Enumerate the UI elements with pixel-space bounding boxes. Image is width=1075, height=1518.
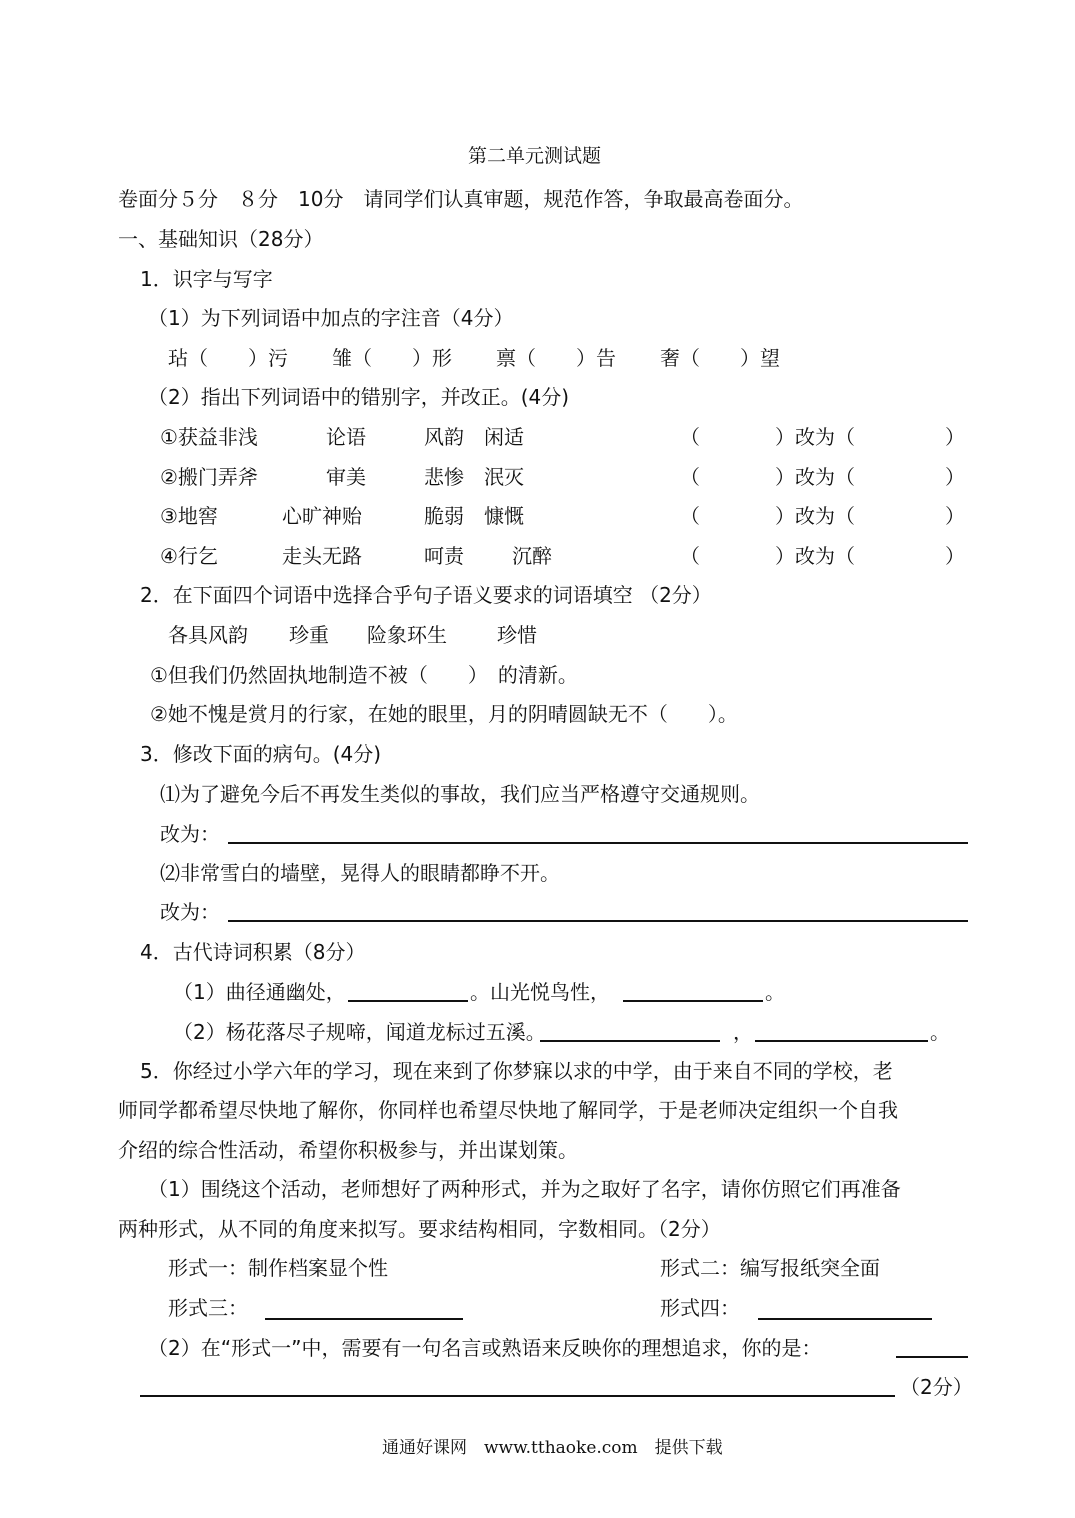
- change-to-label: ）改为（: [775, 544, 855, 568]
- paren-open: （: [680, 544, 700, 568]
- footer-text: 通通好课网 www.tthaoke.com 提供下载: [382, 1438, 723, 1458]
- answer-line[interactable]: [758, 1318, 932, 1320]
- form-label: 形式四：: [660, 1296, 740, 1320]
- q3-heading: 3．修改下面的病句。(4分): [140, 742, 382, 766]
- typo-word: 风韵: [424, 425, 464, 449]
- q5-text: 师同学都希望尽快地了解你，你同样也希望尽快地了解同学，于是老师决定组织一个自我: [118, 1098, 898, 1122]
- answer-line[interactable]: [265, 1318, 463, 1320]
- change-label: 改为：: [160, 822, 220, 846]
- change-to-label: ）改为（: [775, 465, 855, 489]
- q2-sentence: ②她不愧是赏月的行家，在她的眼里，月的阴晴圆缺无不（ ）。: [150, 702, 738, 726]
- pinyin-item: 禀（ ）告: [496, 346, 616, 370]
- q4-heading: 4．古代诗词积累（8分）: [140, 940, 366, 964]
- intro-text: 卷面分５分 ８分 10分 请同学们认真审题，规范作答，争取最高卷面分。: [118, 187, 804, 211]
- poem-line: （2）杨花落尽子规啼，闻道龙标过五溪。: [173, 1020, 546, 1044]
- word-choice: 珍重: [289, 623, 329, 647]
- q5-text: 介绍的综合性活动，希望你积极参与，并出谋划策。: [118, 1138, 578, 1162]
- change-to-label: ）改为（: [775, 425, 855, 449]
- word-choice: 各具风韵: [168, 623, 248, 647]
- form-label: 形式三：: [168, 1296, 248, 1320]
- score-label: （2分）: [900, 1375, 973, 1399]
- q5-part1-text: （1）围绕这个活动，老师想好了两种形式，并为之取好了名字，请你仿照它们再准备: [148, 1177, 901, 1201]
- typo-word: 脆弱: [424, 504, 464, 528]
- typo-word: ②搬门弄斧: [160, 465, 258, 489]
- typo-word: 闲适: [484, 425, 524, 449]
- form-item: 形式一：制作档案显个性: [168, 1256, 388, 1280]
- q3-sentence: ⑴为了避免今后不再发生类似的事故，我们应当严格遵守交通规则。: [160, 782, 760, 806]
- page-title: 第二单元测试题: [468, 145, 602, 167]
- typo-word: 论语: [326, 425, 366, 449]
- answer-line[interactable]: [228, 842, 968, 844]
- typo-word: 泯灭: [484, 465, 524, 489]
- q2-heading: 2．在下面四个词语中选择合乎句子语义要求的词语填空 （2分）: [140, 583, 712, 607]
- poem-line: 。山光悦鸟性，: [470, 980, 610, 1004]
- answer-line[interactable]: [540, 1040, 720, 1042]
- typo-word: 沉醉: [512, 544, 552, 568]
- word-choice: 险象环生: [367, 623, 447, 647]
- pinyin-item: 玷（ ）污: [168, 346, 288, 370]
- typo-word: ④行乞: [160, 544, 218, 568]
- paren-open: （: [680, 465, 700, 489]
- typo-word: 呵责: [424, 544, 464, 568]
- typo-word: 走头无路: [282, 544, 362, 568]
- q5-text: 5．你经过小学六年的学习，现在来到了你梦寐以求的中学，由于来自不同的学校，老: [140, 1059, 893, 1083]
- q1-part1-heading: （1）为下列词语中加点的字注音（4分）: [148, 306, 514, 330]
- poem-line: 。: [930, 1020, 950, 1044]
- answer-line[interactable]: [348, 1000, 468, 1002]
- paren-close: ）: [945, 504, 965, 528]
- pinyin-item: 奢（ ）望: [660, 346, 780, 370]
- typo-word: 心旷神贻: [282, 504, 362, 528]
- q2-sentence: ①但我们仍然固执地制造不被（ ） 的清新。: [150, 663, 578, 687]
- q5-part2-text: （2）在“形式一”中，需要有一句名言或熟语来反映你的理想追求，你的是：: [148, 1336, 822, 1360]
- paren-close: ）: [945, 425, 965, 449]
- typo-word: ③地窖: [160, 504, 218, 528]
- typo-word: 慷慨: [484, 504, 524, 528]
- answer-line[interactable]: [228, 920, 968, 922]
- paren-close: ）: [945, 465, 965, 489]
- change-to-label: ）改为（: [775, 504, 855, 528]
- q3-sentence: ⑵非常雪白的墙壁，晃得人的眼睛都睁不开。: [160, 861, 560, 885]
- answer-line[interactable]: [623, 1000, 763, 1002]
- change-label: 改为：: [160, 900, 220, 924]
- paren-open: （: [680, 504, 700, 528]
- typo-word: ①获益非浅: [160, 425, 258, 449]
- word-choice: 珍惜: [497, 623, 537, 647]
- q1-part2-heading: （2）指出下列词语中的错别字，并改正。(4分): [148, 385, 570, 409]
- section-heading: 一、基础知识（28分）: [118, 227, 324, 251]
- poem-line: ，: [733, 1020, 753, 1044]
- answer-line[interactable]: [140, 1395, 895, 1397]
- q5-part1-text: 两种形式，从不同的角度来拟写。要求结构相同，字数相同。（2分）: [118, 1217, 721, 1241]
- form-item: 形式二：编写报纸突全面: [660, 1256, 880, 1280]
- q1-heading: 1．识字与写字: [140, 267, 273, 291]
- poem-line: （1）曲径通幽处，: [173, 980, 346, 1004]
- typo-word: 悲惨: [424, 465, 464, 489]
- poem-line: 。: [765, 980, 785, 1004]
- paren-close: ）: [945, 544, 965, 568]
- typo-word: 审美: [326, 465, 366, 489]
- pinyin-item: 雏（ ）形: [332, 346, 452, 370]
- paren-open: （: [680, 425, 700, 449]
- answer-line[interactable]: [896, 1356, 968, 1358]
- answer-line[interactable]: [755, 1040, 928, 1042]
